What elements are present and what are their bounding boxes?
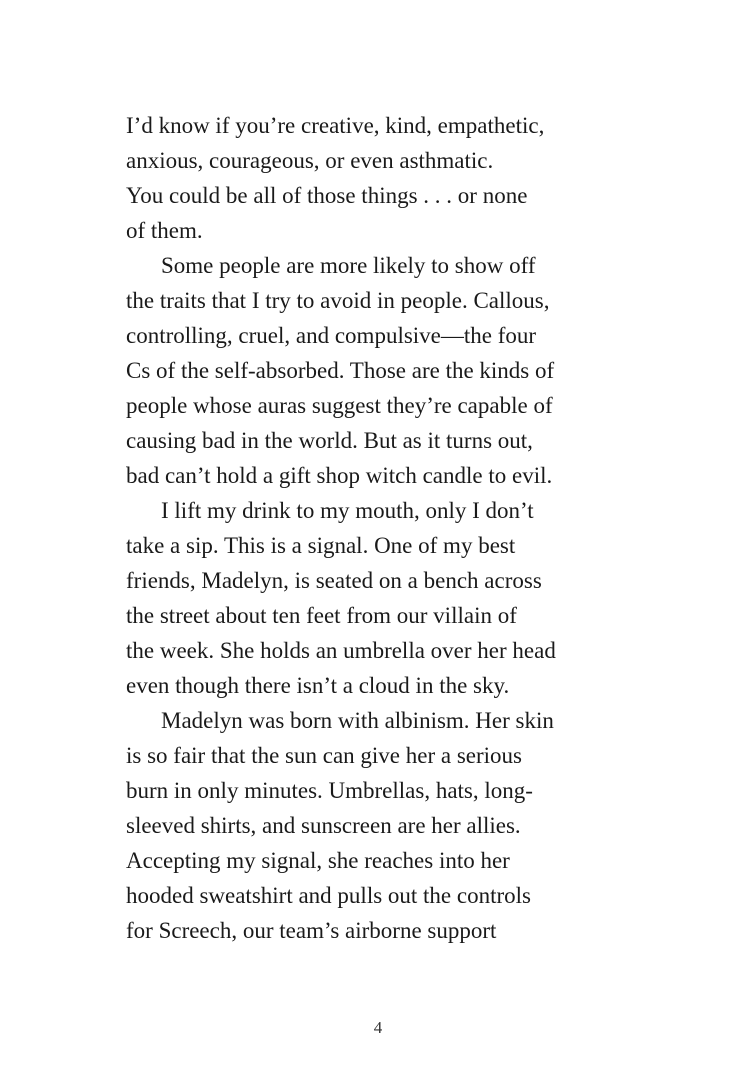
- body-text: [126, 108, 626, 948]
- paragraph-start-line: I lift my drink to my mouth, only I don’t: [161, 498, 534, 523]
- text-line: the week. She holds an umbrella over her head: [126, 638, 556, 663]
- text-line: You could be all of those things . . . or none: [126, 183, 528, 208]
- text-line: the street about ten feet from our villain of: [126, 603, 517, 628]
- text-line: controlling, cruel, and compulsive—the four: [126, 323, 537, 348]
- text-line: Accepting my signal, she reaches into her: [126, 848, 510, 873]
- text-line: is so fair that the sun can give her a serious: [126, 743, 522, 768]
- text-line: Cs of the self-absorbed. Those are the kinds of: [126, 358, 555, 383]
- text-line: I’d know if you’re creative, kind, empathetic,: [126, 113, 545, 138]
- text-line: of them.: [126, 218, 203, 243]
- text-line: burn in only minutes. Umbrellas, hats, long-: [126, 778, 533, 803]
- text-line: the traits that I try to avoid in people. Callous,: [126, 288, 550, 313]
- paragraph-start-line: Some people are more likely to show off: [161, 253, 536, 278]
- text-line: people whose auras suggest they’re capable of: [126, 393, 553, 418]
- text-line: hooded sweatshirt and pulls out the controls: [126, 883, 531, 908]
- text-line: anxious, courageous, or even asthmatic.: [126, 148, 494, 173]
- text-line: bad can’t hold a gift shop witch candle to evil.: [126, 463, 553, 488]
- text-line: causing bad in the world. But as it turns out,: [126, 428, 533, 453]
- paragraph-start-line: Madelyn was born with albinism. Her skin: [161, 708, 554, 733]
- text-line: take a sip. This is a signal. One of my best: [126, 533, 516, 558]
- page-number: 4: [373, 1018, 383, 1037]
- text-line: friends, Madelyn, is seated on a bench across: [126, 568, 542, 593]
- text-line: for Screech, our team’s airborne support: [126, 918, 497, 943]
- text-line: even though there isn’t a cloud in the sky.: [126, 673, 510, 698]
- text-line: sleeved shirts, and sunscreen are her allies.: [126, 813, 521, 838]
